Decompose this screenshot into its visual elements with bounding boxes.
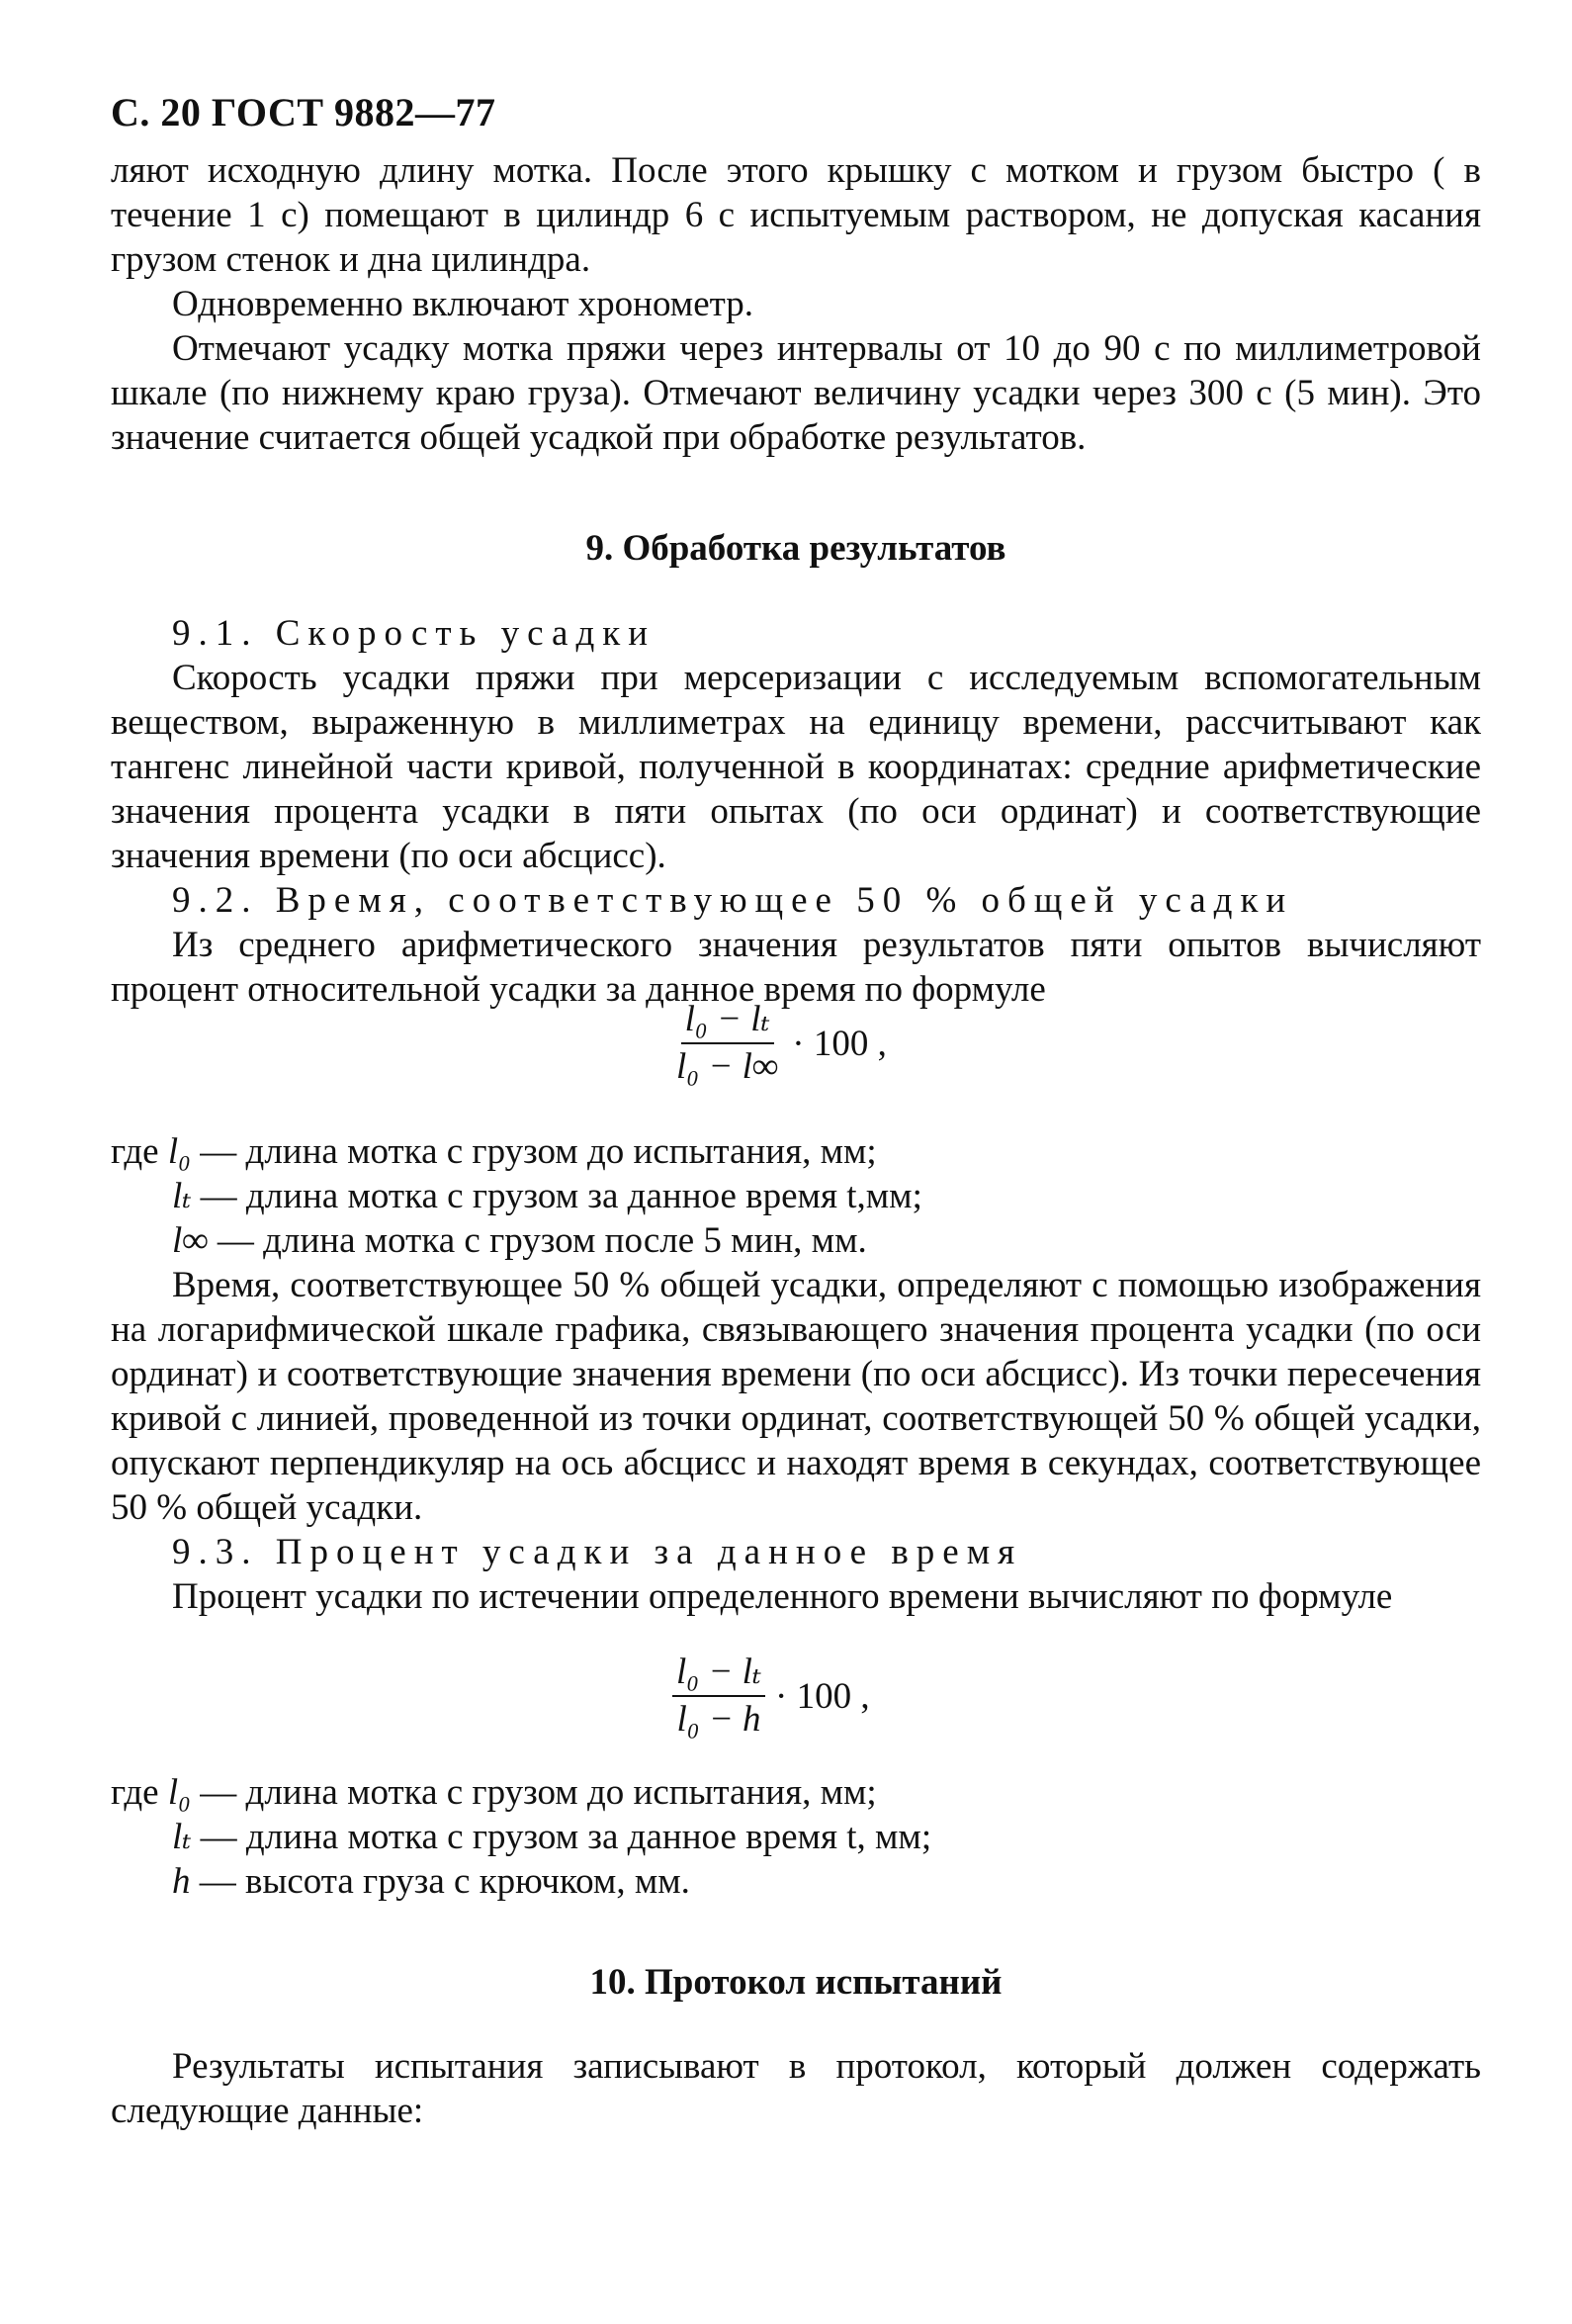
subsection-9-3-title: 9.3. Процент усадки за данное время: [172, 1532, 1023, 1572]
formula-2-definitions: [111, 1770, 1481, 1904]
section-9-1-block: [111, 611, 1481, 1012]
formula-1-numerator: l₀ − lₜ: [681, 997, 774, 1044]
definition-symbol: l∞: [172, 1220, 209, 1261]
section-9-2-continuation: [111, 1263, 1481, 1619]
formula-1-fraction: [672, 997, 782, 1090]
intro-block: [111, 148, 1481, 460]
section-9-heading: 9. Обработка результатов: [585, 528, 1006, 569]
definition-line: [111, 1815, 1481, 1859]
formula-2-multiplier: · 100 ,: [775, 1675, 870, 1717]
definition-line: [111, 1129, 1481, 1174]
definition-prefix: где: [111, 1772, 168, 1813]
definition-text: — длина мотка с грузом за данное время t, мм;: [191, 1817, 932, 1857]
subsection-9-2-title: 9.2. Время, соответствующее 50 % общей усадки: [172, 880, 1294, 921]
definition-symbol: lₜ: [172, 1176, 192, 1216]
section-10-text: Результаты испытания записывают в протокол, который должен содержать следующие данные:: [111, 2046, 1481, 2131]
definition-text: — длина мотка с грузом после 5 мин, мм.: [208, 1220, 867, 1261]
formula-1-multiplier: · 100 ,: [792, 1023, 887, 1064]
definition-symbol: h: [172, 1861, 191, 1902]
formula-2: [672, 1650, 870, 1743]
formula-1: [672, 997, 887, 1090]
formula-2-fraction: [672, 1650, 765, 1743]
subsection-9-2-text-2: Время, соответствующее 50 % общей усадки, определяют с помощью изображения на логарифмической шкале графика, связывающего значения процента усадки (по оси ординат) и соответствующие значения времени (по оси абсцисс). Из точки пересечения кривой с линией, проведенной из точки ординат, соответствующей 50 % общей усадки, опускают перпендикуляр на ось абсцисс и находят время в секундах, соответствующее 50 % общей усадки.: [111, 1265, 1481, 1528]
intro-paragraph-2: Одновременно включают хронометр.: [172, 284, 753, 324]
definition-text: — длина мотка с грузом за данное время t,мм;: [191, 1176, 922, 1216]
intro-paragraph-1: ляют исходную длину мотка. После этого крышку с мотком и грузом быстро ( в течение 1 с) помещают в цилиндр 6 с испытуемым раствором, не допуская касания грузом стенок и дна цилиндра.: [111, 150, 1481, 280]
section-10-block: [111, 2044, 1481, 2133]
definition-symbol: l₀: [167, 1131, 191, 1172]
definition-text: — высота груза с крючком, мм.: [190, 1861, 690, 1902]
definition-line: [111, 1218, 1481, 1263]
definition-symbol: l₀: [167, 1772, 191, 1813]
subsection-9-1-text: Скорость усадки пряжи при мерсеризации с исследуемым вспомогательным веществом, выраженную в миллиметрах на единицу времени, рассчитывают как тангенс линейной части кривой, полученной в координатах: средние арифметические значения процента усадки в пяти опытах (по оси ординат) и соответствующие значения времени (по оси абсцисс).: [111, 658, 1481, 876]
formula-1-definitions: [111, 1129, 1481, 1263]
running-head: С. 20 ГОСТ 9882—77: [111, 90, 496, 134]
definition-symbol: lₜ: [172, 1817, 192, 1857]
definition-prefix: где: [111, 1131, 168, 1172]
subsection-9-3-text: Процент усадки по истечении определенного времени вычисляют по формуле: [172, 1576, 1393, 1617]
definition-line: [111, 1859, 1481, 1904]
formula-2-numerator: l₀ − lₜ: [672, 1650, 765, 1697]
subsection-9-2-text: Из среднего арифметического значения результатов пяти опытов вычисляют процент относительной усадки за данное время по формуле: [111, 925, 1481, 1010]
formula-2-denominator: l₀ − h: [676, 1699, 761, 1740]
definition-text: — длина мотка с грузом до испытания, мм;: [191, 1772, 877, 1813]
section-10-heading: 10. Протокол испытаний: [589, 1962, 1003, 2003]
intro-paragraph-3: Отмечают усадку мотка пряжи через интервалы от 10 до 90 с по миллиметровой шкале (по нижнему краю груза). Отмечают величину усадки через 300 с (5 мин). Это значение считается общей усадкой при обработке результатов.: [111, 328, 1481, 458]
definition-line: [111, 1770, 1481, 1815]
definition-text: — длина мотка с грузом до испытания, мм;: [191, 1131, 877, 1172]
subsection-9-1-title: 9.1. Скорость усадки: [172, 613, 656, 654]
definition-line: [111, 1174, 1481, 1218]
formula-1-denominator: l₀ − l∞: [676, 1046, 779, 1087]
